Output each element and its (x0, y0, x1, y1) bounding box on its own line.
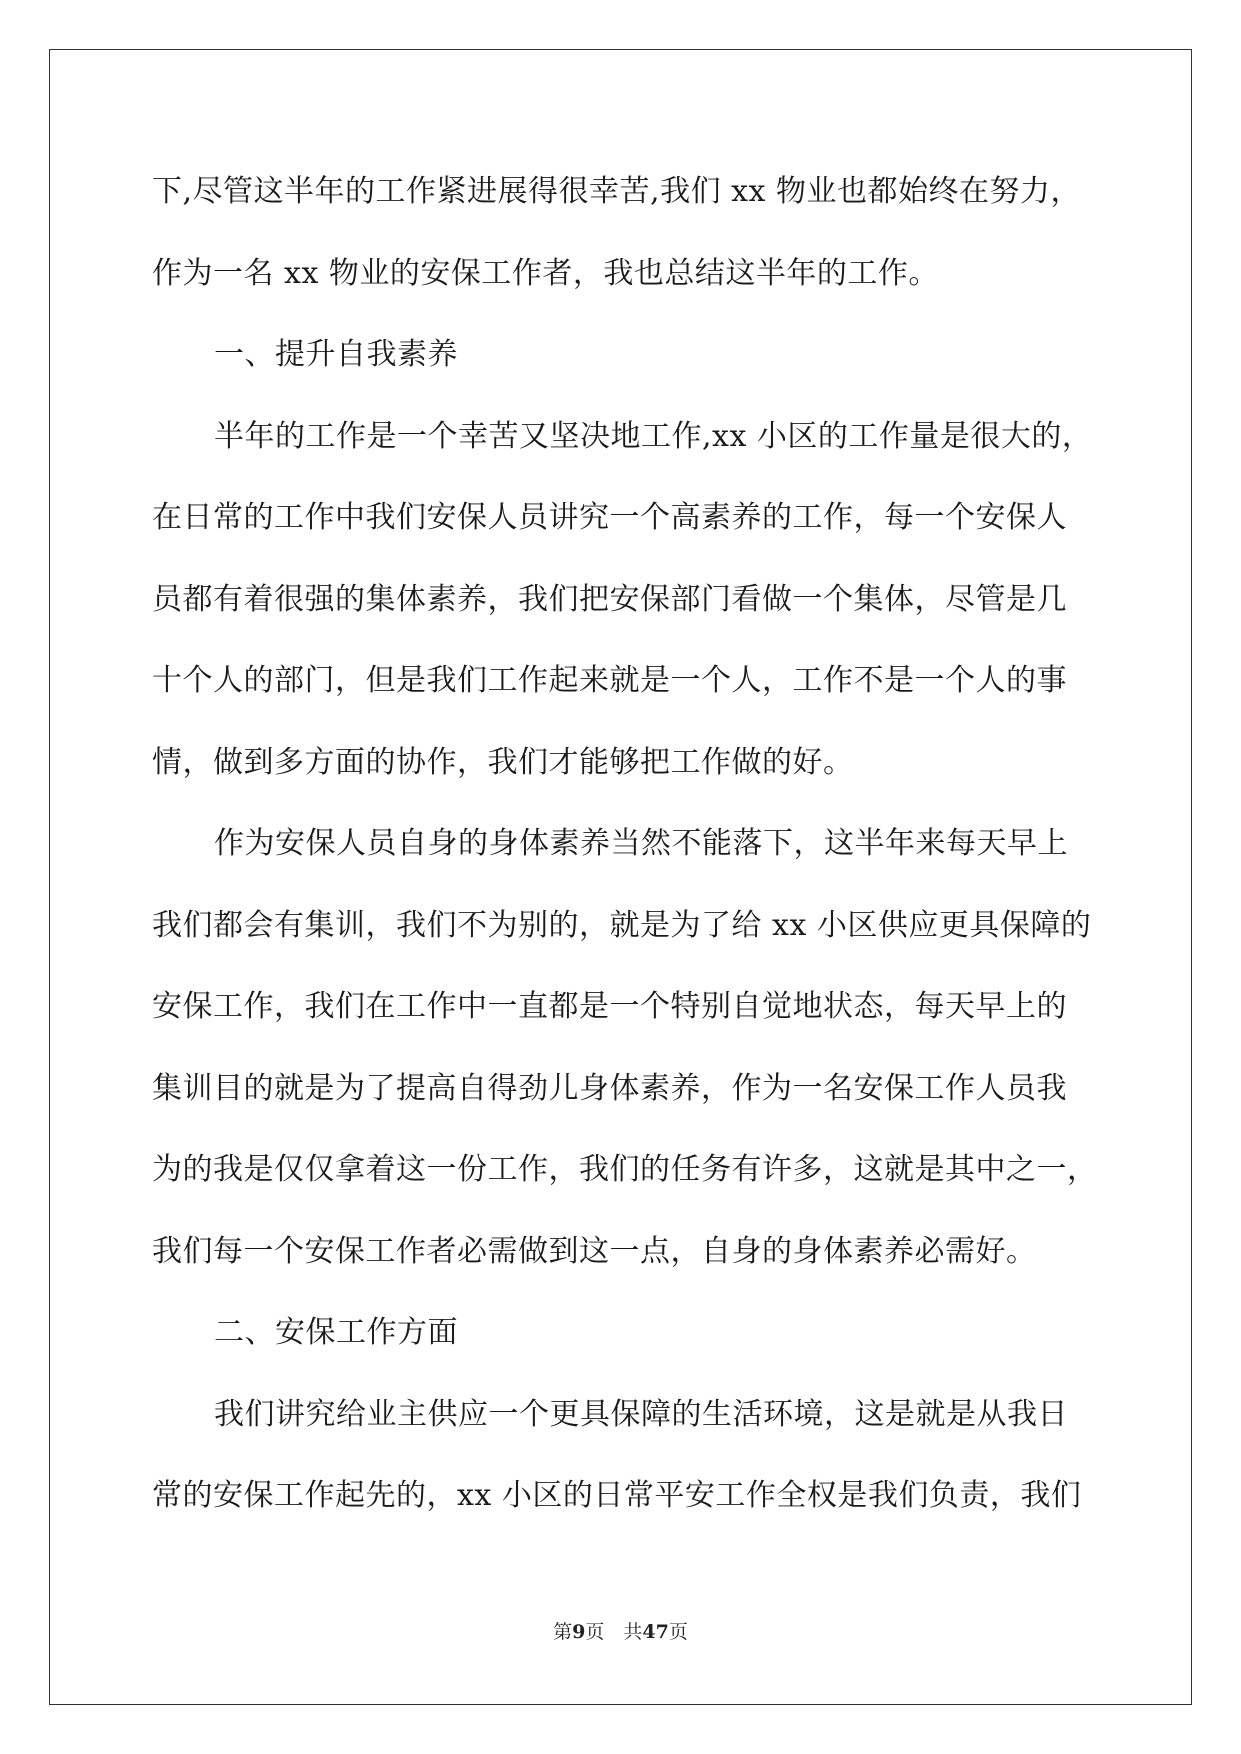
text-line: 半年的工作是一个幸苦又坚决地工作,xx 小区的工作量是很大的， (214, 418, 1093, 454)
text-line: 员都有着很强的集体素养，我们把安保部门看做一个集体，尽管是几 (152, 581, 1067, 617)
footer-middle: 页 共 (585, 1621, 643, 1643)
text-line: 作为一名 xx 物业的安保工作者，我也总结这半年的工作。 (152, 255, 939, 291)
text-line: 常的安保工作起先的，xx 小区的日常平安工作全权是我们负责，我们 (152, 1478, 1082, 1513)
footer-prefix: 第 (553, 1621, 573, 1643)
text-line: 为的我是仅仅拿着这一份工作，我们的任务有许多，这就是其中之一， (152, 1152, 1098, 1187)
text-line: 作为安保人员自身的身体素养当然不能落下，这半年来每天早上 (214, 826, 1068, 861)
text-line: 安保工作，我们在工作中一直都是一个特别自觉地状态，每天早上的 (152, 989, 1067, 1024)
text-line: 一、提升自我素养 (214, 337, 458, 372)
page-footer (0, 1617, 1241, 1644)
text-line: 我们每一个安保工作者必需做到这一点，自身的身体素养必需好。 (152, 1233, 1037, 1269)
text-line: 在日常的工作中我们安保人员讲究一个高素养的工作，每一个安保人 (152, 500, 1067, 535)
text-line: 我们都会有集训，我们不为别的，就是为了给 xx 小区供应更具保障的 (152, 907, 1092, 943)
footer-total-pages: 47 (642, 1621, 669, 1643)
text-line: 情，做到多方面的协作，我们才能够把工作做的好。 (152, 744, 854, 780)
text-line: 集训目的就是为了提高自得劲儿身体素养，作为一名安保工作人员我 (152, 1070, 1067, 1106)
footer-page-number: 9 (572, 1621, 586, 1643)
footer-suffix: 页 (668, 1621, 688, 1643)
text-line: 二、安保工作方面 (214, 1315, 458, 1350)
text-line: 下,尽管这半年的工作紧进展得很幸苦,我们 xx 物业也都始终在努力， (152, 174, 1081, 209)
text-line: 我们讲究给业主供应一个更具保障的生活环境，这是就是从我日 (214, 1396, 1068, 1432)
text-line: 十个人的部门，但是我们工作起来就是一个人，工作不是一个人的事 (152, 663, 1067, 698)
document-body (152, 162, 1098, 1548)
